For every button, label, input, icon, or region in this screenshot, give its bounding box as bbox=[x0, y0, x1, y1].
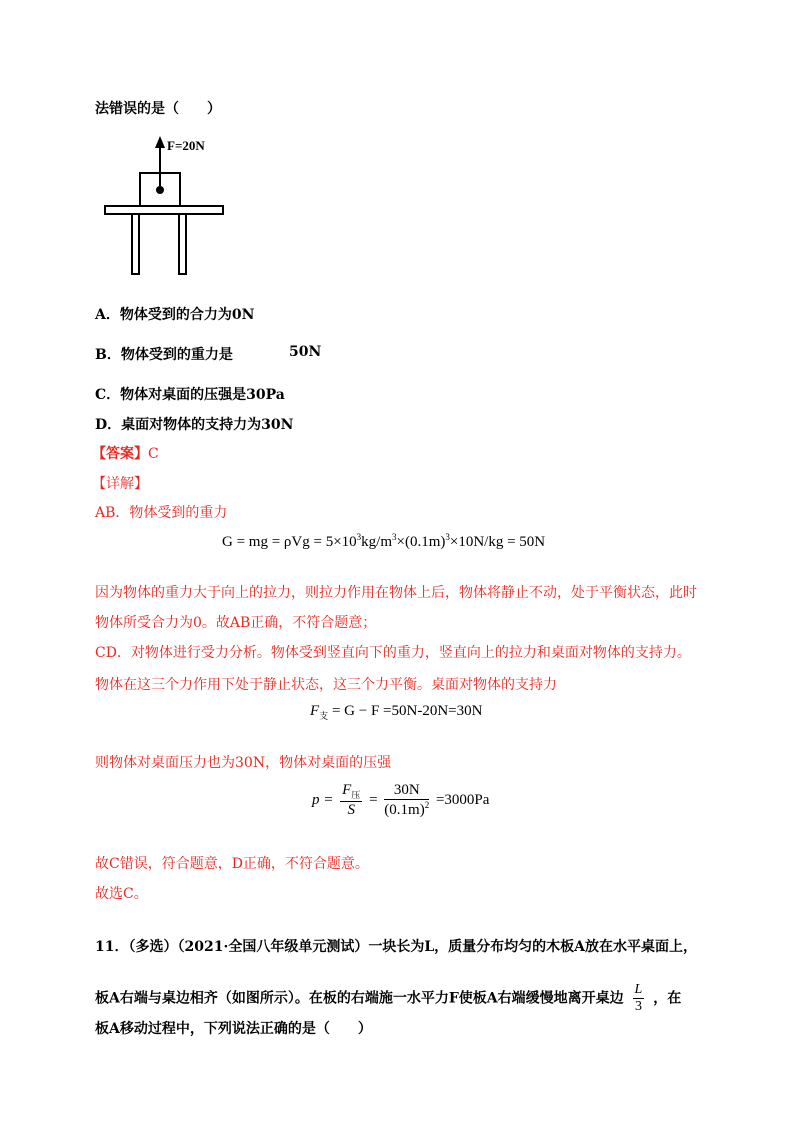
cd-text-2: 物体在这三个力作用下处于静止状态，这三个力平衡。桌面对物体的支持力 bbox=[95, 677, 557, 693]
eq3-result: =3000Pa bbox=[435, 791, 490, 808]
equation-support-force bbox=[310, 703, 482, 722]
detail-label: 【详解】 bbox=[92, 476, 148, 492]
question11-frac-num: L bbox=[634, 982, 643, 997]
ab-text-2: 物体所受合力为0。故AB正确，不符合题意； bbox=[95, 615, 377, 631]
question11-line2-text: 板A右端与桌边相齐（如图所示）。在板的右端施一水平力F使板A右端缓慢地离开桌边 bbox=[95, 990, 624, 1007]
eq2-rhs: = G − F =50N-20N=30N bbox=[328, 703, 483, 719]
cd-text-1: CD．对物体进行受力分析。物体受到竖直向下的重力，竖直向上的拉力和桌面对物体的支持力。 bbox=[95, 645, 691, 661]
eq1-unit: kg/m bbox=[361, 534, 392, 550]
table-top bbox=[105, 206, 223, 214]
question11-line3: 板A移动过程中，下列说法正确的是（ ） bbox=[95, 1021, 372, 1037]
eq2-lhs: F bbox=[310, 703, 320, 719]
eq1-mid-exp: 3 bbox=[445, 532, 450, 542]
force-arrow-head bbox=[155, 136, 165, 148]
force-label: F=20N bbox=[167, 138, 205, 153]
eq3-frac-values bbox=[384, 782, 429, 819]
eq3-den: (0.1m) bbox=[384, 802, 425, 818]
option-a: A．物体受到的合力为0N bbox=[95, 307, 255, 323]
eq1-rhs: ×10N/kg = 50N bbox=[449, 534, 546, 550]
eq3-s: S bbox=[347, 802, 355, 818]
conclusion-1: 故C错误，符合题意，D正确，不符合题意。 bbox=[95, 856, 369, 872]
table-leg-left bbox=[132, 214, 139, 274]
question11-line1: 11．（多选）（2021·全国八年级单元测试）一块长为L，质量分布均匀的木板A放在水平桌面上， bbox=[95, 939, 698, 955]
block-center-dot bbox=[156, 186, 164, 194]
option-b-label: B．物体受到的重力是 bbox=[95, 347, 233, 363]
eq2-sub: 支 bbox=[319, 711, 329, 721]
question11-frac-den: 3 bbox=[634, 999, 642, 1014]
eq1-mid: ×(0.1m) bbox=[396, 534, 446, 550]
answer-label: 【答案】 bbox=[92, 446, 148, 462]
option-d: D．桌面对物体的支持力为30N bbox=[95, 417, 294, 433]
question11-fraction bbox=[633, 982, 645, 1015]
eq1-unit-exp: 3 bbox=[392, 532, 397, 542]
eq3-f: F bbox=[342, 782, 352, 798]
question11-line2 bbox=[95, 982, 681, 1015]
conclusion-2: 故选C。 bbox=[95, 886, 148, 902]
eq1-exp: 3 bbox=[356, 532, 362, 542]
cd-text-3: 则物体对桌面压力也为30N，物体对桌面的压强 bbox=[95, 755, 392, 771]
question11-line2-end: ，在 bbox=[653, 990, 682, 1007]
answer-value: C bbox=[148, 446, 159, 462]
equation-gravity bbox=[222, 532, 545, 551]
eq3-den-exp: 2 bbox=[424, 800, 430, 810]
eq3-num: 30N bbox=[384, 782, 429, 800]
answer-line bbox=[92, 443, 159, 463]
ab-text-1: 因为物体的重力大于向上的拉力，则拉力作用在物体上后，物体将静止不动，处于平衡状态，此时 bbox=[95, 585, 697, 601]
ab-intro: AB．物体受到的重力 bbox=[95, 505, 228, 521]
table-leg-right bbox=[179, 214, 186, 274]
question-tail: 法错误的是（ ） bbox=[95, 101, 221, 117]
eq3-frac-fs bbox=[340, 782, 362, 819]
table-block-figure bbox=[100, 132, 230, 278]
equation-pressure bbox=[312, 782, 489, 819]
eq1-lhs: G = mg = ρVg = 5×10 bbox=[222, 534, 357, 550]
eq3-eq: = bbox=[369, 791, 378, 808]
eq3-f-sub: 压 bbox=[351, 790, 361, 800]
option-c: C．物体对桌面的压强是30Pa bbox=[95, 387, 285, 403]
option-b-value: 50N bbox=[289, 344, 322, 360]
eq3-p: p = bbox=[312, 791, 334, 808]
